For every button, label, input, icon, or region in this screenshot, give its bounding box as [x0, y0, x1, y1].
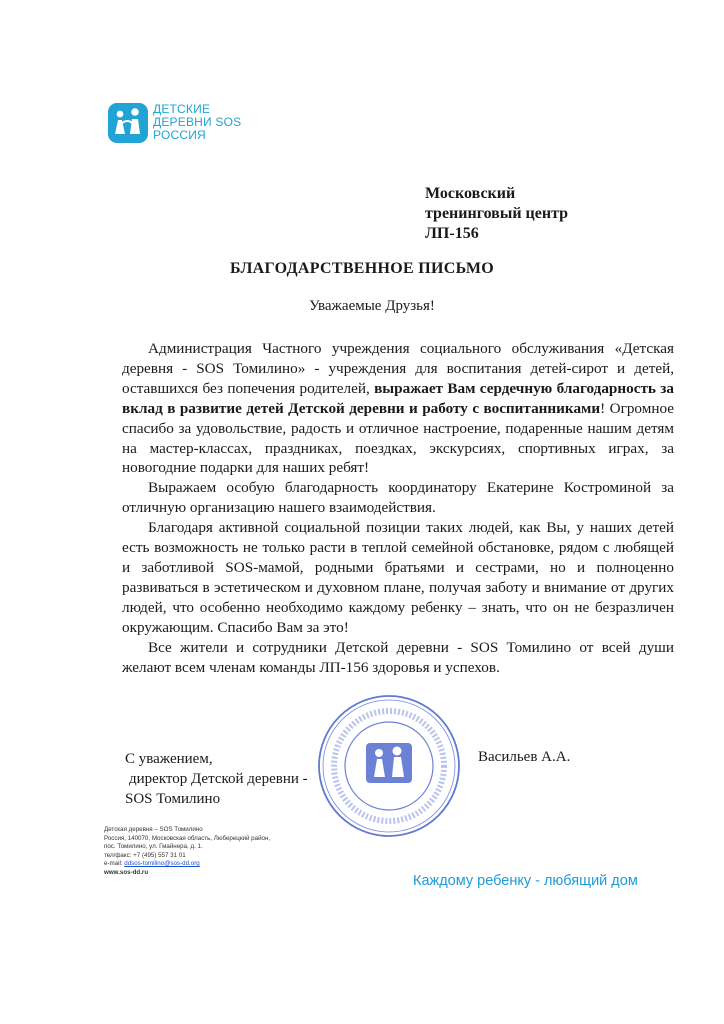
paragraph-1-bold: выражает Вам сердечную благодарность за вклад в развитие детей Детской деревни и работу с воспитанниками — [122, 379, 674, 417]
closing-line-1: С уважением, — [125, 751, 213, 767]
closing-line-3: SOS Томилино — [125, 791, 221, 807]
footer-email-row — [104, 860, 270, 869]
recipient-block — [425, 184, 568, 244]
slogan: Каждому ребенку - любящий дом — [413, 873, 638, 889]
paragraph-1 — [122, 339, 674, 478]
paragraph-4: Все жители и сотрудники Детской деревни - SOS Томилино от всей души желают всем членам команды ЛП-156 здоровья и успехов. — [122, 638, 674, 676]
organization-logo — [108, 103, 241, 143]
logo-text — [153, 103, 241, 142]
footer-contacts — [104, 826, 270, 877]
footer-email-link[interactable]: ddsos-tomilino@sos-dd.org — [124, 860, 200, 867]
paragraph-3: Благодаря активной социальной позиции таких людей, как Вы, у наших детей есть возможность не только расти в теплой семейной обстановке, рядом с любящей и заботливой SOS-мамой, родными братьями и сестрами, но и полноценно развиваться в эстетическом и духовном плане, получая заботу и внимание от других людей, что особенно необходимо каждому ребенку – знать, что он не безразличен окружающим. Спасибо Вам за это! — [122, 519, 674, 636]
closing-line-2: директор Детской деревни - — [129, 771, 308, 787]
logo-line-1: ДЕТСКИЕ — [153, 102, 211, 116]
footer-line-2: Россия, 140070, Московская область, Люберецкий район, — [104, 834, 271, 842]
recipient-line-2: тренинговый центр — [425, 205, 569, 222]
closing-block — [125, 749, 308, 809]
signer-name: Васильев А.А. — [478, 749, 571, 765]
recipient-line-3: ЛП-156 — [425, 225, 479, 242]
letter-title: БЛАГОДАРСТВЕННОЕ ПИСЬМО — [229, 260, 495, 277]
greeting: Уважаемые Друзья! — [309, 298, 435, 314]
official-stamp — [316, 693, 462, 839]
footer-line-3: пос. Томилино, ул. Гмайнера, д. 1. — [104, 843, 203, 850]
recipient-line-1: Московский — [425, 185, 516, 202]
logo-line-3: РОССИЯ — [153, 128, 206, 142]
logo-line-2: ДЕРЕВНИ SOS — [153, 115, 242, 129]
paragraph-2: Выражаем особую благодарность координатору Екатерине Костроминой за отличную организацию нашего взаимодействия. — [122, 479, 674, 517]
footer-phone: тел/факс: +7 (495) 557 31 01 — [104, 851, 186, 859]
footer-line-1: Детская деревня – SOS Томилино — [104, 826, 203, 833]
family-icon — [108, 103, 148, 143]
footer-website[interactable]: www.sos-dd.ru — [104, 868, 149, 876]
letter-body — [122, 339, 674, 677]
footer-email-label: e-mail: — [104, 860, 125, 867]
paragraph-1-end: ! Огромное спасибо за удовольствие, радость и отличное настроение, подаренные нашим детям на мастер-классах, праздниках, поездках, экскурсиях, спортивных играх, за новогодние подарки для наших ребят! — [122, 399, 674, 477]
paragraph-1-start: Администрация Частного учреждения социального обслуживания «Детская деревня - SOS Томилино» - учреждения для воспитания детей-сирот и детей, оставшихся без попечения родителей, — [122, 340, 674, 397]
